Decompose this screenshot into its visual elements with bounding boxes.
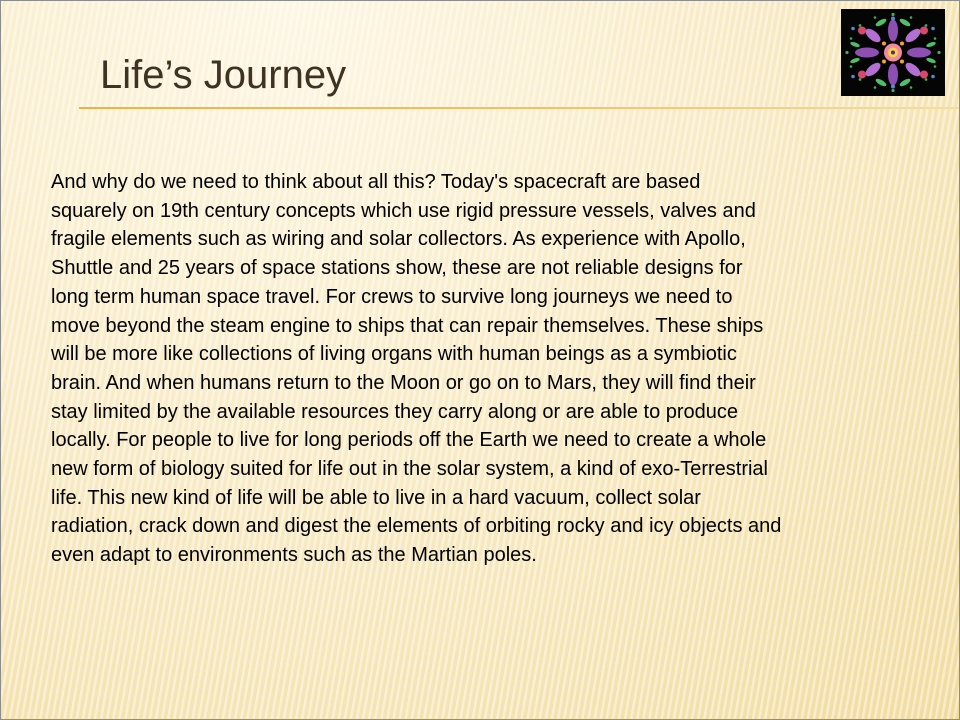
title-underline xyxy=(79,107,960,109)
body-line: Shuttle and 25 years of space stations show, these are not reliable designs for xyxy=(51,257,743,280)
body-line: brain. And when humans return to the Moon or go on to Mars, they will find their xyxy=(51,371,756,394)
body-line: will be more like collections of living organs with human beings as a symbiotic xyxy=(51,343,737,366)
body-line: radiation, crack down and digest the elements of orbiting rocky and icy objects and xyxy=(51,515,782,538)
body-line: And why do we need to think about all this? Today's spacecraft are based xyxy=(51,171,701,193)
body-line: new form of biology suited for life out in the solar system, a kind of exo-Terrestrial xyxy=(51,458,768,481)
body-line: long term human space travel. For crews to survive long journeys we need to xyxy=(51,285,733,308)
body-line: even adapt to environments such as the Martian poles. xyxy=(51,544,537,567)
body-line: fragile elements such as wiring and solar collectors. As experience with Apollo, xyxy=(51,228,746,251)
body-line: locally. For people to live for long periods off the Earth we need to create a whole xyxy=(51,429,767,452)
body-line: life. This new kind of life will be able to live in a hard vacuum, collect solar xyxy=(51,486,701,509)
slide-title: Life’s Journey xyxy=(100,53,347,97)
body-line: squarely on 19th century concepts which use rigid pressure vessels, valves and xyxy=(51,199,756,222)
body-line: move beyond the steam engine to ships that can repair themselves. These ships xyxy=(51,314,764,337)
body-line: stay limited by the available resources they carry along or are able to produce xyxy=(51,400,739,423)
body-paragraph xyxy=(51,168,936,570)
mandala-logo-icon xyxy=(841,9,945,96)
